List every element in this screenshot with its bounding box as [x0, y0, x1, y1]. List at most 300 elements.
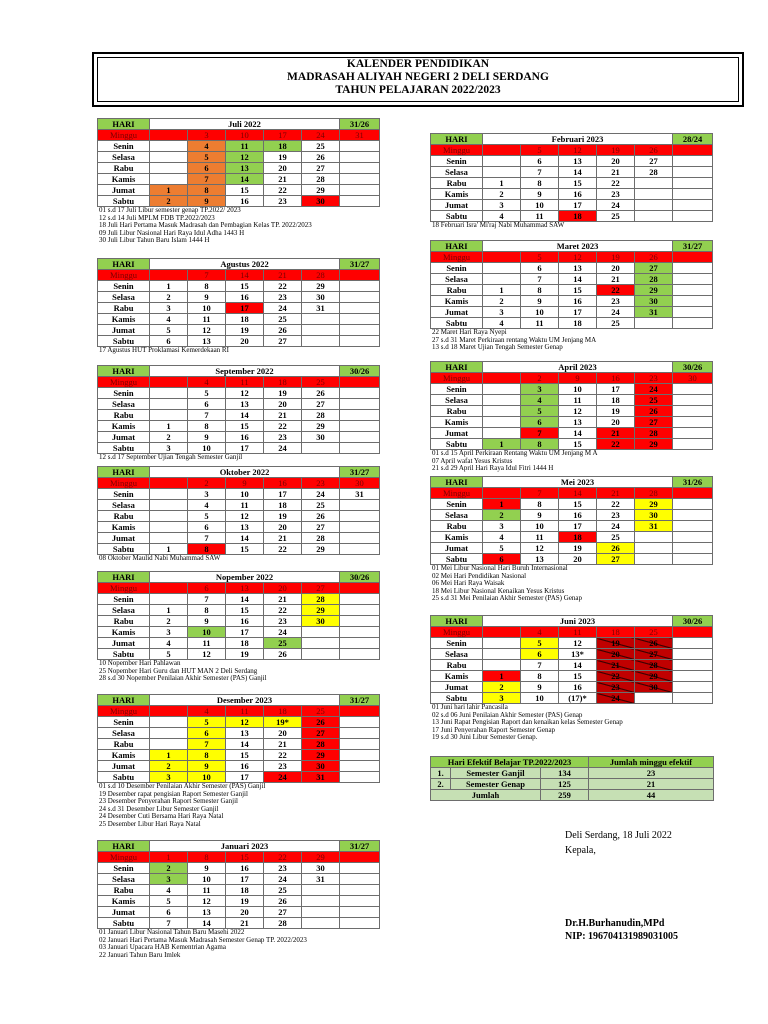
date-cell: 18 — [226, 885, 264, 896]
month-notes — [430, 450, 712, 473]
date-cell: 3 — [150, 772, 188, 783]
date-cell — [340, 544, 380, 555]
date-cell: 8 — [188, 185, 226, 196]
date-cell: 10 — [188, 627, 226, 638]
title-line-3: TAHUN PELAJARAN 2022/2023 — [335, 84, 501, 96]
date-cell: 18 — [559, 318, 597, 329]
summary-total-weeks: 44 — [589, 790, 714, 801]
effective-days-ratio: 30/26 — [673, 362, 713, 373]
month-table — [430, 361, 713, 450]
date-cell: 26 — [264, 896, 302, 907]
month-header-row — [431, 241, 713, 252]
date-cell: 19 — [226, 325, 264, 336]
date-cell: 19 — [226, 649, 264, 660]
date-cell: 11 — [226, 500, 264, 511]
date-cell: 14 — [226, 270, 264, 281]
day-row — [431, 167, 713, 178]
date-cell — [340, 174, 380, 185]
date-cell: 9 — [188, 292, 226, 303]
date-cell: 22 — [597, 285, 635, 296]
date-cell: 6 — [188, 163, 226, 174]
day-name: Kamis — [431, 671, 483, 682]
date-cell — [340, 761, 380, 772]
date-cell: 15 — [559, 178, 597, 189]
day-name: Sabtu — [431, 693, 483, 704]
day-name: Jumat — [98, 761, 150, 772]
date-cell: 31 — [302, 772, 340, 783]
day-row — [98, 594, 380, 605]
date-cell — [483, 649, 521, 660]
month-agustus-2022 — [97, 258, 379, 355]
date-cell: 31 — [635, 307, 673, 318]
date-cell: 7 — [521, 428, 559, 439]
date-cell: 13 — [188, 336, 226, 347]
day-row — [431, 145, 713, 156]
day-row — [431, 318, 713, 329]
date-cell — [483, 263, 521, 274]
date-cell: 1 — [483, 285, 521, 296]
date-cell: 1 — [483, 439, 521, 450]
date-cell: 22 — [264, 544, 302, 555]
date-cell — [150, 410, 188, 421]
date-cell — [483, 384, 521, 395]
date-cell: 1 — [150, 852, 188, 863]
date-cell: 17 — [559, 200, 597, 211]
day-name: Senin — [431, 156, 483, 167]
date-cell: 30 — [302, 292, 340, 303]
date-cell: 6 — [150, 907, 188, 918]
date-cell: 27 — [597, 554, 635, 565]
day-name: Kamis — [98, 174, 150, 185]
date-cell — [340, 388, 380, 399]
date-cell — [302, 649, 340, 660]
date-cell: 15 — [226, 185, 264, 196]
day-row — [98, 377, 380, 388]
date-cell: 7 — [521, 488, 559, 499]
date-cell: 14 — [559, 167, 597, 178]
date-cell: 17 — [226, 874, 264, 885]
date-cell: 13 — [559, 417, 597, 428]
date-cell: 20 — [264, 728, 302, 739]
date-cell: 18 — [597, 627, 635, 638]
note-line: 21 s.d 29 April Hari Raya Idul Fitri 1444 H — [432, 464, 554, 473]
date-cell — [150, 141, 188, 152]
day-row — [98, 896, 380, 907]
date-cell: 14 — [188, 918, 226, 929]
date-cell: 10 — [188, 303, 226, 314]
date-cell: 11 — [559, 395, 597, 406]
day-name: Jumat — [98, 325, 150, 336]
day-name: Kamis — [431, 417, 483, 428]
day-name: Jumat — [98, 432, 150, 443]
date-cell: 3 — [483, 307, 521, 318]
date-cell — [340, 522, 380, 533]
day-name: Minggu — [431, 488, 483, 499]
date-cell: 31 — [302, 874, 340, 885]
date-cell — [340, 863, 380, 874]
date-cell: 1 — [483, 671, 521, 682]
date-cell: 20 — [559, 554, 597, 565]
day-row — [431, 693, 713, 704]
date-cell: 13 — [521, 554, 559, 565]
day-row — [431, 395, 713, 406]
date-cell: 5 — [188, 152, 226, 163]
date-cell — [340, 852, 380, 863]
note-line: 25 s.d 31 Mei Penilaian Akhir Semester (PAS) Genap — [432, 594, 583, 603]
note-line: 01 s.d 15 April Perkiraan Rentang Waktu UM Jenjang M A — [432, 450, 598, 457]
month-table — [430, 133, 713, 222]
day-name: Sabtu — [98, 443, 150, 454]
day-name: Minggu — [431, 252, 483, 263]
effective-days-summary — [430, 756, 713, 801]
day-row — [98, 281, 380, 292]
date-cell: 20 — [226, 336, 264, 347]
date-cell — [150, 728, 188, 739]
date-cell: 10 — [188, 772, 226, 783]
date-cell: 11 — [226, 141, 264, 152]
month-title: Februari 2023 — [483, 134, 673, 145]
date-cell — [150, 706, 188, 717]
date-cell — [673, 263, 713, 274]
summary-total-days: 259 — [541, 790, 589, 801]
day-row — [431, 252, 713, 263]
effective-days-ratio: 31/27 — [340, 259, 380, 270]
date-cell: 20 — [264, 583, 302, 594]
date-cell — [483, 274, 521, 285]
date-cell: 23 — [264, 616, 302, 627]
month-notes — [97, 347, 379, 355]
date-cell — [150, 130, 188, 141]
date-cell: 19 — [597, 406, 635, 417]
date-cell: 25 — [635, 627, 673, 638]
day-name: Selasa — [431, 274, 483, 285]
date-cell: 28 — [264, 918, 302, 929]
date-cell: 18 — [597, 395, 635, 406]
date-cell: 12 — [559, 252, 597, 263]
day-name: Kamis — [98, 896, 150, 907]
date-cell: 29 — [635, 671, 673, 682]
date-cell: 6 — [188, 583, 226, 594]
month-header-row — [431, 616, 713, 627]
month-table — [430, 476, 713, 565]
date-cell — [635, 211, 673, 222]
date-cell: 22 — [597, 671, 635, 682]
date-cell — [302, 638, 340, 649]
date-cell: 27 — [635, 263, 673, 274]
date-cell: 15 — [226, 605, 264, 616]
month-title: September 2022 — [150, 366, 340, 377]
date-cell: 7 — [188, 270, 226, 281]
day-name: Jumat — [431, 682, 483, 693]
date-cell: 9 — [521, 296, 559, 307]
date-cell: 29 — [635, 285, 673, 296]
date-cell: 27 — [302, 163, 340, 174]
date-cell: 21 — [597, 488, 635, 499]
date-cell — [483, 167, 521, 178]
date-cell: 8 — [188, 281, 226, 292]
title-box — [92, 52, 744, 107]
date-cell: 4 — [188, 706, 226, 717]
date-cell: 23 — [264, 863, 302, 874]
note-line: 13 s.d 18 Maret Ujian Tengah Semester Genap — [432, 343, 563, 352]
month-title: Januari 2023 — [150, 841, 340, 852]
date-cell: 29 — [302, 281, 340, 292]
date-cell: 8 — [188, 852, 226, 863]
date-cell — [673, 532, 713, 543]
date-cell: 2 — [150, 863, 188, 874]
day-row — [431, 521, 713, 532]
note-line: 12 s.d 14 Juli MPLM FDB TP.2022/2023 — [99, 213, 215, 222]
date-cell — [150, 522, 188, 533]
date-cell: 29 — [635, 499, 673, 510]
date-cell — [340, 616, 380, 627]
date-cell — [483, 638, 521, 649]
day-row — [98, 750, 380, 761]
date-cell: 3 — [521, 384, 559, 395]
date-cell: 4 — [483, 211, 521, 222]
date-cell — [150, 739, 188, 750]
day-name: Rabu — [98, 410, 150, 421]
date-cell: 21 — [264, 270, 302, 281]
date-cell: 2 — [483, 682, 521, 693]
day-name: Selasa — [431, 167, 483, 178]
date-cell — [673, 167, 713, 178]
date-cell — [302, 325, 340, 336]
date-cell: 13 — [226, 163, 264, 174]
date-cell: 20 — [226, 907, 264, 918]
day-row — [431, 660, 713, 671]
summary-row-days: 125 — [541, 779, 589, 790]
day-name: Selasa — [98, 399, 150, 410]
date-cell: 4 — [188, 500, 226, 511]
date-cell: 15 — [559, 285, 597, 296]
date-cell: 1 — [150, 185, 188, 196]
date-cell: 1 — [150, 605, 188, 616]
date-cell — [673, 384, 713, 395]
date-cell: 6 — [521, 156, 559, 167]
date-cell: 12 — [521, 543, 559, 554]
date-cell: 25 — [597, 318, 635, 329]
date-cell: 17 — [264, 489, 302, 500]
date-cell: 23 — [597, 296, 635, 307]
day-row — [98, 918, 380, 929]
day-row — [98, 649, 380, 660]
date-cell: 7 — [521, 660, 559, 671]
date-cell: 14 — [559, 428, 597, 439]
date-cell — [340, 706, 380, 717]
date-cell: 22 — [597, 178, 635, 189]
note-line: 01 Mei Libur Nasional Hari Buruh Internasional — [432, 565, 568, 572]
date-cell — [635, 532, 673, 543]
day-name: Jumat — [431, 543, 483, 554]
month-desember-2023 — [97, 694, 379, 829]
date-cell — [150, 594, 188, 605]
date-cell: 26 — [635, 638, 673, 649]
day-name: Senin — [98, 863, 150, 874]
date-cell — [673, 417, 713, 428]
month-notes — [430, 704, 712, 742]
date-cell — [340, 152, 380, 163]
date-cell: 17 — [226, 443, 264, 454]
date-cell: 9 — [521, 510, 559, 521]
date-cell: 14 — [226, 174, 264, 185]
day-name: Sabtu — [98, 544, 150, 555]
day-row — [98, 432, 380, 443]
date-cell: 11 — [226, 706, 264, 717]
month-table — [430, 240, 713, 329]
date-cell: 1 — [483, 499, 521, 510]
month-nopember-2022 — [97, 571, 379, 683]
day-row — [431, 532, 713, 543]
date-cell: 21 — [264, 533, 302, 544]
date-cell — [340, 896, 380, 907]
day-name: Rabu — [431, 660, 483, 671]
date-cell: 18 — [559, 532, 597, 543]
summary-row-label: Semester Genap — [451, 779, 541, 790]
month-header-row — [98, 366, 380, 377]
date-cell: 8 — [188, 750, 226, 761]
month-table — [97, 694, 380, 783]
date-cell: 3 — [150, 443, 188, 454]
date-cell: 18 — [226, 314, 264, 325]
date-cell: 24 — [302, 130, 340, 141]
date-cell: 7 — [188, 410, 226, 421]
day-name: Jumat — [98, 907, 150, 918]
date-cell — [673, 211, 713, 222]
date-cell: 23 — [302, 478, 340, 489]
date-cell: 16 — [559, 296, 597, 307]
month-april-2023 — [430, 361, 712, 473]
date-cell: 23 — [597, 189, 635, 200]
day-name: Jumat — [98, 185, 150, 196]
date-cell — [483, 395, 521, 406]
date-cell: 29 — [302, 185, 340, 196]
date-cell: 4 — [188, 141, 226, 152]
day-name: Selasa — [98, 728, 150, 739]
date-cell: 25 — [597, 211, 635, 222]
note-line: 13 Juni Rapat Pengisian Raport dan kenaikan kelas Semester Genap — [432, 718, 623, 727]
date-cell: 7 — [521, 167, 559, 178]
day-name: Rabu — [98, 303, 150, 314]
day-name: Sabtu — [431, 554, 483, 565]
day-name: Sabtu — [98, 772, 150, 783]
date-cell: 13 — [226, 728, 264, 739]
day-row — [98, 583, 380, 594]
date-cell: 2 — [483, 510, 521, 521]
day-name: Senin — [98, 141, 150, 152]
day-name: Jumat — [98, 533, 150, 544]
date-cell: 9 — [521, 682, 559, 693]
date-cell: 17 — [264, 130, 302, 141]
date-cell: 6 — [483, 554, 521, 565]
date-cell — [483, 156, 521, 167]
summary-header-right: Jumlah minggu efektif — [589, 757, 714, 768]
date-cell: 30 — [635, 296, 673, 307]
date-cell: 10 — [188, 443, 226, 454]
day-name: Senin — [431, 638, 483, 649]
date-cell — [673, 156, 713, 167]
date-cell: 21 — [597, 428, 635, 439]
date-cell: 5 — [521, 252, 559, 263]
date-cell: 8 — [521, 499, 559, 510]
effective-days-ratio: 31/26 — [340, 119, 380, 130]
date-cell: 8 — [521, 285, 559, 296]
month-title: Nopember 2022 — [150, 572, 340, 583]
date-cell: 16 — [559, 510, 597, 521]
date-cell: 20 — [264, 399, 302, 410]
note-line: 01 Januari Libur Nasional Tahun Baru Masehi 2022 — [99, 929, 245, 936]
day-row — [431, 211, 713, 222]
day-row — [431, 488, 713, 499]
date-cell: 4 — [150, 314, 188, 325]
date-cell — [673, 638, 713, 649]
note-line: 06 Mei Hari Raya Waisak — [432, 579, 505, 588]
signature-nip: NIP: 196704131989031005 — [565, 931, 679, 942]
date-cell — [340, 163, 380, 174]
date-cell: 21 — [226, 918, 264, 929]
month-title: Desember 2023 — [150, 695, 340, 706]
date-cell — [673, 439, 713, 450]
date-cell: 28 — [302, 739, 340, 750]
day-row — [98, 303, 380, 314]
date-cell: 11 — [188, 314, 226, 325]
day-row — [431, 554, 713, 565]
note-line: 02 s.d 06 Juni Penilaian Akhir Semester (PAS) Genap — [432, 710, 583, 719]
day-name: Senin — [98, 388, 150, 399]
date-cell: 29 — [302, 605, 340, 616]
date-cell: 2 — [483, 296, 521, 307]
date-cell: 10 — [226, 489, 264, 500]
month-title: Agustus 2022 — [150, 259, 340, 270]
date-cell: 5 — [150, 325, 188, 336]
date-cell — [673, 189, 713, 200]
date-cell: 12 — [188, 896, 226, 907]
month-title: Juni 2023 — [483, 616, 673, 627]
date-cell — [673, 660, 713, 671]
date-cell: 5 — [188, 511, 226, 522]
date-cell — [483, 660, 521, 671]
date-cell — [302, 907, 340, 918]
date-cell: 24 — [597, 307, 635, 318]
date-cell: 5 — [521, 638, 559, 649]
date-cell: 9 — [559, 373, 597, 384]
date-cell: 2 — [521, 373, 559, 384]
month-title: Juli 2022 — [150, 119, 340, 130]
hari-label: HARI — [98, 366, 150, 377]
date-cell: 17 — [226, 772, 264, 783]
date-cell: 30 — [302, 616, 340, 627]
date-cell: 21 — [597, 167, 635, 178]
day-row — [431, 156, 713, 167]
date-cell — [635, 318, 673, 329]
day-row — [98, 489, 380, 500]
day-row — [98, 605, 380, 616]
hari-label: HARI — [431, 477, 483, 488]
date-cell — [340, 918, 380, 929]
date-cell: 29 — [302, 750, 340, 761]
date-cell: 27 — [635, 417, 673, 428]
month-header-row — [431, 477, 713, 488]
date-cell: 4 — [521, 627, 559, 638]
date-cell: 8 — [521, 439, 559, 450]
date-cell — [340, 638, 380, 649]
date-cell: 2 — [150, 432, 188, 443]
date-cell — [302, 918, 340, 929]
date-cell — [150, 399, 188, 410]
date-cell: 25 — [302, 706, 340, 717]
summary-row-weeks: 21 — [589, 779, 714, 790]
day-row — [98, 728, 380, 739]
